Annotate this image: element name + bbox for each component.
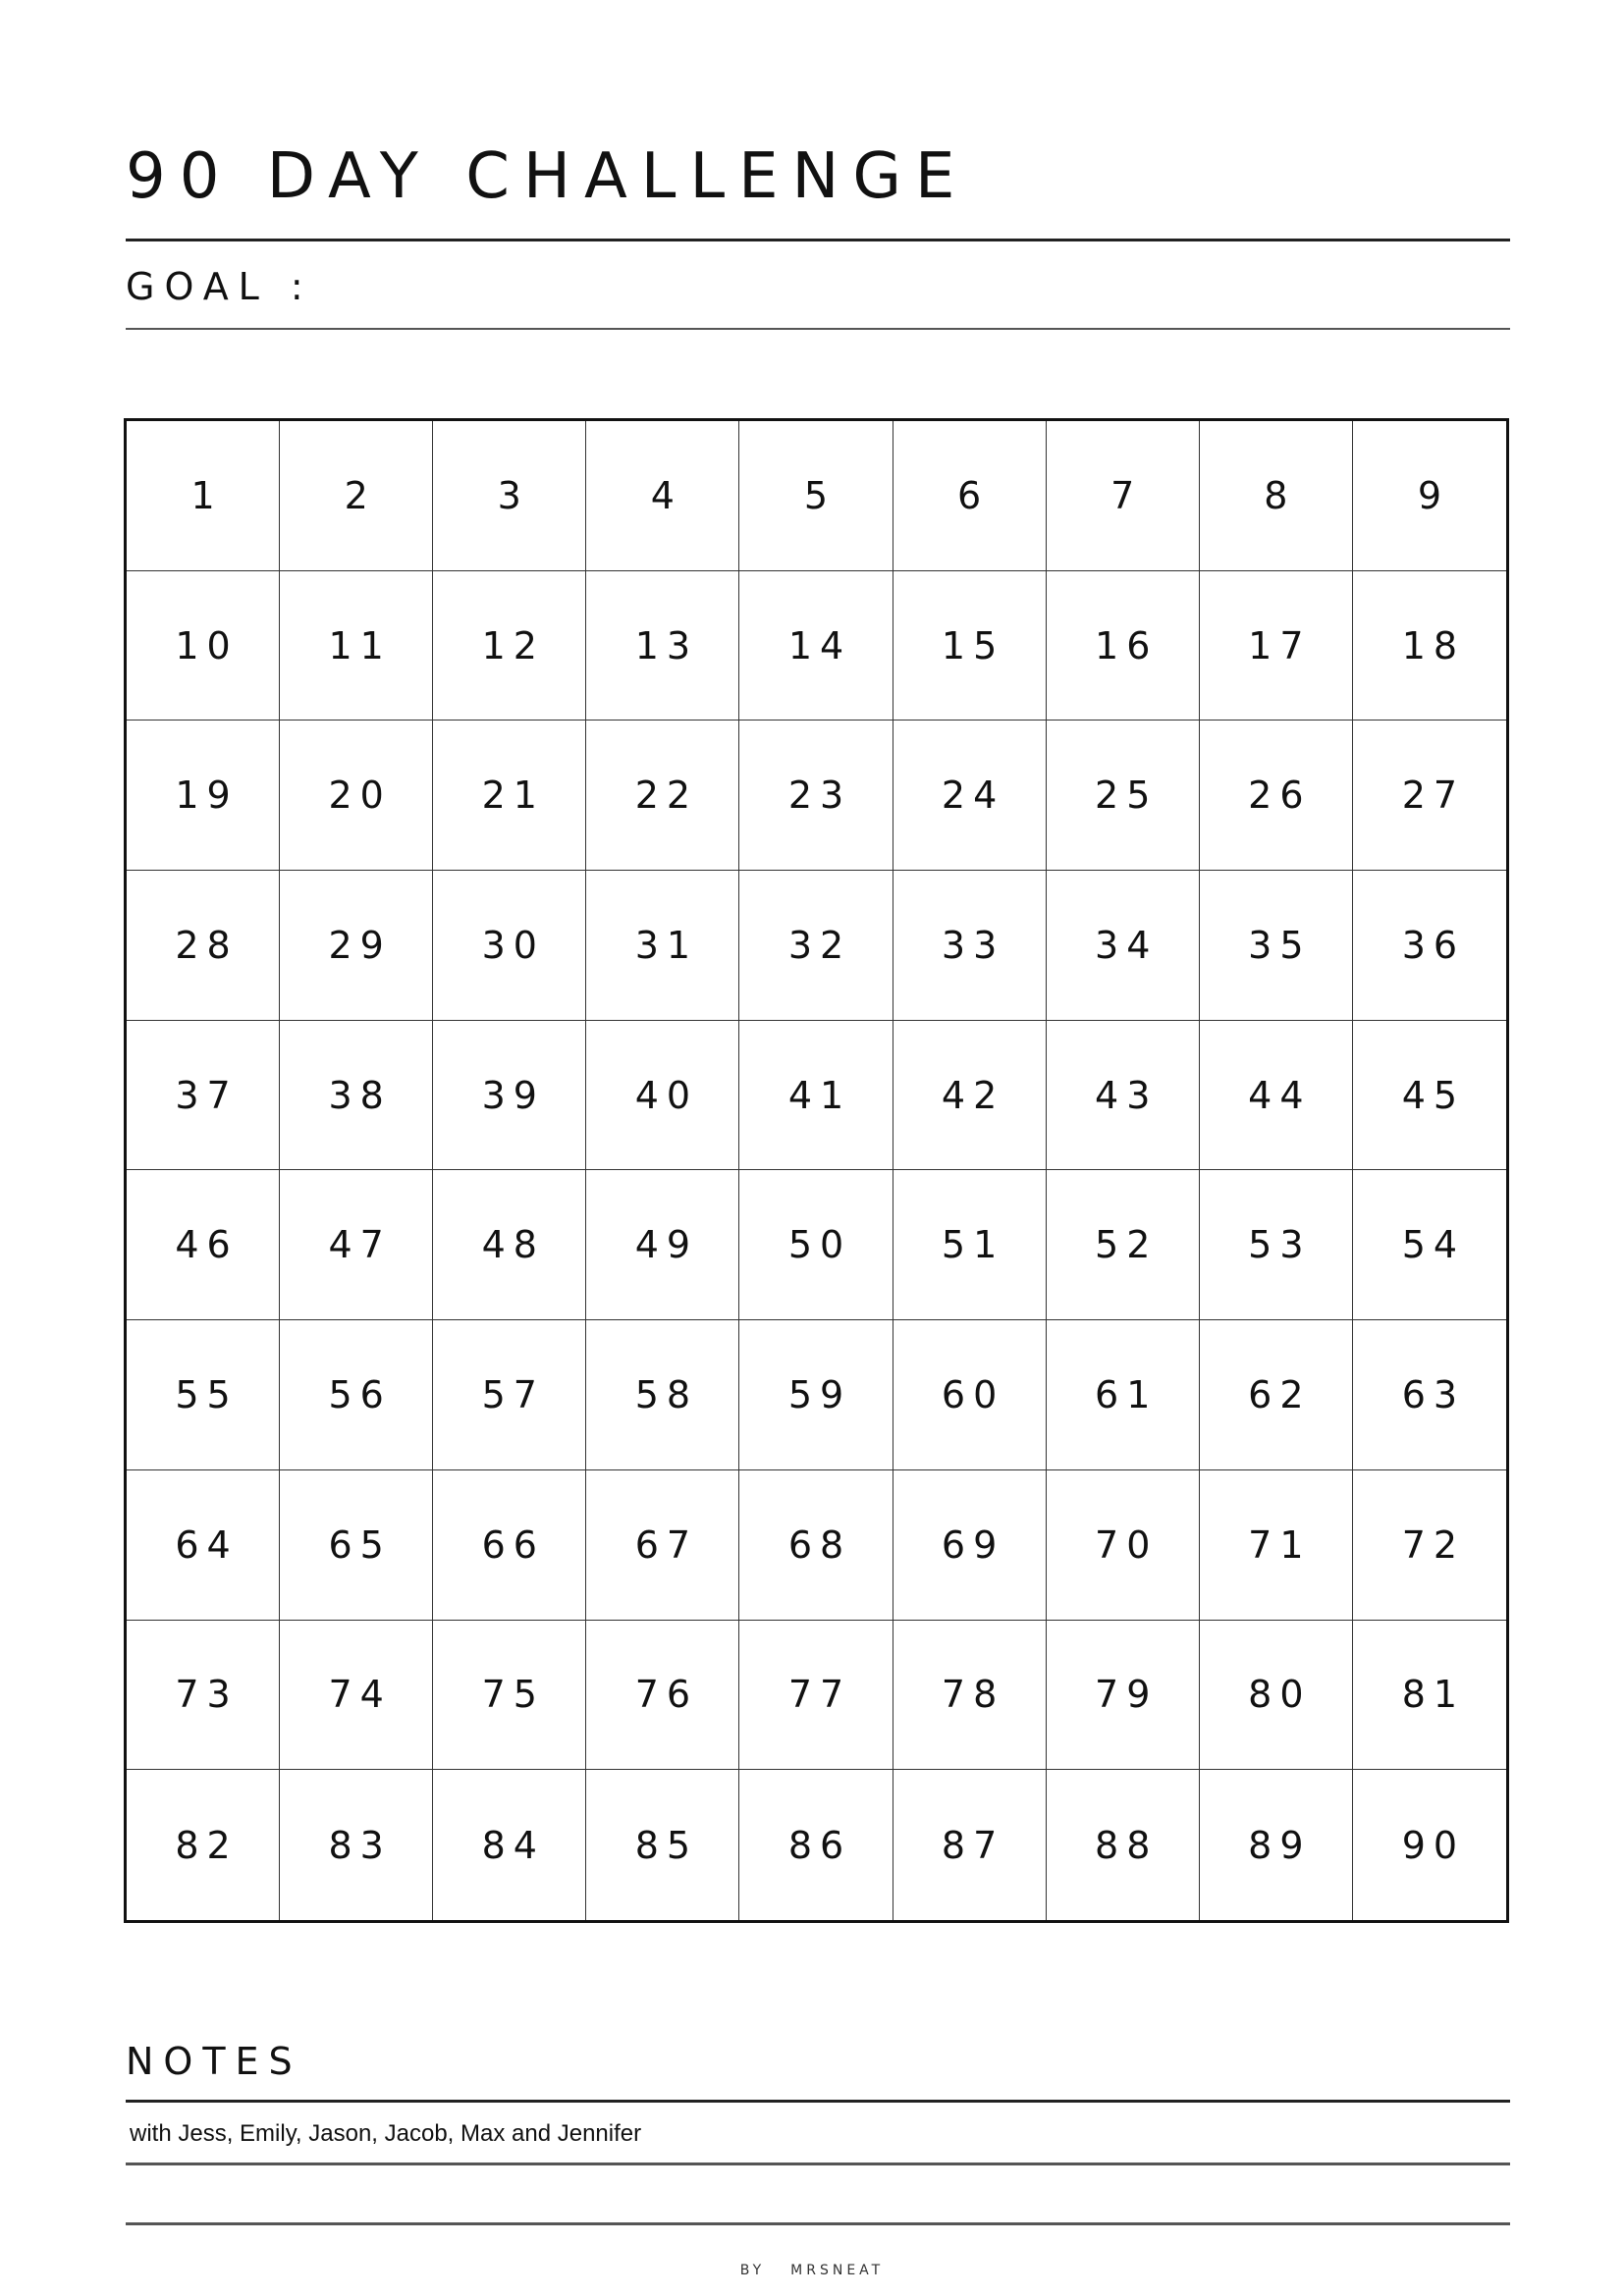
day-cell[interactable]: 44 (1200, 1021, 1353, 1171)
day-cell[interactable]: 17 (1200, 571, 1353, 721)
day-cell[interactable]: 47 (280, 1170, 433, 1320)
day-cell[interactable]: 27 (1353, 721, 1506, 871)
day-cell[interactable]: 35 (1200, 871, 1353, 1021)
day-cell[interactable]: 51 (893, 1170, 1047, 1320)
day-cell[interactable]: 20 (280, 721, 433, 871)
day-cell[interactable]: 54 (1353, 1170, 1506, 1320)
day-cell[interactable]: 76 (586, 1621, 739, 1771)
day-cell[interactable]: 41 (739, 1021, 893, 1171)
page-title: 90 DAY CHALLENGE (126, 140, 969, 213)
day-cell[interactable]: 64 (127, 1470, 280, 1621)
day-cell[interactable]: 25 (1047, 721, 1200, 871)
day-cell[interactable]: 65 (280, 1470, 433, 1621)
day-cell[interactable]: 73 (127, 1621, 280, 1771)
notes-text[interactable]: with Jess, Emily, Jason, Jacob, Max and Jennifer (130, 2120, 642, 2147)
day-cell[interactable]: 71 (1200, 1470, 1353, 1621)
day-cell[interactable]: 61 (1047, 1320, 1200, 1470)
day-cell[interactable]: 10 (127, 571, 280, 721)
day-cell[interactable]: 50 (739, 1170, 893, 1320)
day-cell[interactable]: 90 (1401, 1823, 1466, 1867)
day-cell[interactable]: 45 (1353, 1021, 1506, 1171)
day-cell[interactable]: 12 (433, 571, 586, 721)
day-cell[interactable]: 34 (1047, 871, 1200, 1021)
day-cell[interactable]: 18 (1353, 571, 1506, 721)
day-cell[interactable]: 67 (586, 1470, 739, 1621)
day-cell[interactable]: 72 (1353, 1470, 1506, 1621)
day-cell[interactable]: 28 (127, 871, 280, 1021)
day-cell[interactable]: 2 (280, 421, 433, 571)
day-cell[interactable]: 89 (1200, 1770, 1353, 1920)
day-cell[interactable]: 83 (280, 1770, 433, 1920)
day-cell[interactable]: 26 (1200, 721, 1353, 871)
notes-line-2 (126, 2222, 1510, 2225)
day-cell[interactable]: 22 (586, 721, 739, 871)
day-cell[interactable]: 86 (739, 1770, 893, 1920)
day-cell[interactable]: 31 (586, 871, 739, 1021)
footer-by: BY (739, 2263, 766, 2278)
day-cell[interactable]: 48 (433, 1170, 586, 1320)
day-cell[interactable]: 60 (893, 1320, 1047, 1470)
day-cell[interactable]: 4 (586, 421, 739, 571)
day-cell[interactable]: 16 (1047, 571, 1200, 721)
day-cell[interactable]: 58 (586, 1320, 739, 1470)
day-cell[interactable]: 1 (127, 421, 280, 571)
day-cell[interactable]: 80 (1200, 1621, 1353, 1771)
day-cell[interactable]: 37 (127, 1021, 280, 1171)
day-cell[interactable]: 21 (433, 721, 586, 871)
day-cell[interactable]: 19 (127, 721, 280, 871)
day-cell[interactable]: 74 (280, 1621, 433, 1771)
day-cell[interactable]: 39 (433, 1021, 586, 1171)
day-cell[interactable]: 30 (433, 871, 586, 1021)
day-cell[interactable]: 88 (1047, 1770, 1200, 1920)
day-cell[interactable]: 79 (1047, 1621, 1200, 1771)
day-cell[interactable]: 53 (1200, 1170, 1353, 1320)
day-cell[interactable]: 6 (893, 421, 1047, 571)
day-cell[interactable]: 24 (893, 721, 1047, 871)
day-cell[interactable]: 23 (739, 721, 893, 871)
day-cell[interactable]: 84 (433, 1770, 586, 1920)
goal-label: GOAL : (126, 265, 313, 308)
day-cell[interactable]: 40 (586, 1021, 739, 1171)
day-cell[interactable]: 68 (739, 1470, 893, 1621)
day-cell[interactable]: 46 (127, 1170, 280, 1320)
day-cell[interactable]: 63 (1353, 1320, 1506, 1470)
day-cell[interactable]: 29 (280, 871, 433, 1021)
day-cell[interactable]: 15 (893, 571, 1047, 721)
day-cell[interactable]: 70 (1047, 1470, 1200, 1621)
day-cell[interactable]: 43 (1047, 1021, 1200, 1171)
day-cell[interactable]: 52 (1047, 1170, 1200, 1320)
notes-divider (126, 2100, 1510, 2103)
footer-brand: MRSNEAT (790, 2263, 885, 2278)
day-cell[interactable]: 33 (893, 871, 1047, 1021)
day-cell[interactable]: 42 (893, 1021, 1047, 1171)
day-cell[interactable]: 9 (1353, 421, 1506, 571)
footer-credit (0, 2263, 1624, 2278)
day-cell[interactable]: 59 (739, 1320, 893, 1470)
day-cell[interactable]: 78 (893, 1621, 1047, 1771)
day-cell[interactable]: 87 (893, 1770, 1047, 1920)
notes-label: NOTES (126, 2040, 302, 2083)
day-cell[interactable]: 66 (433, 1470, 586, 1621)
day-cell[interactable]: 82 (127, 1770, 280, 1920)
day-cell[interactable]: 81 (1353, 1621, 1506, 1771)
goal-line (126, 328, 1510, 330)
notes-line-1 (126, 2163, 1510, 2165)
day-cell[interactable]: 55 (127, 1320, 280, 1470)
day-cell[interactable]: 5 (739, 421, 893, 571)
day-grid (124, 418, 1509, 1923)
day-cell[interactable]: 57 (433, 1320, 586, 1470)
day-cell[interactable]: 69 (893, 1470, 1047, 1621)
day-cell[interactable]: 49 (586, 1170, 739, 1320)
day-cell[interactable]: 8 (1200, 421, 1353, 571)
day-cell[interactable]: 62 (1200, 1320, 1353, 1470)
day-cell[interactable]: 13 (586, 571, 739, 721)
day-cell[interactable]: 11 (280, 571, 433, 721)
day-cell[interactable]: 14 (739, 571, 893, 721)
day-cell[interactable]: 36 (1353, 871, 1506, 1021)
day-cell[interactable]: 77 (739, 1621, 893, 1771)
title-divider (126, 239, 1510, 241)
day-cell[interactable]: 38 (280, 1021, 433, 1171)
day-cell[interactable]: 56 (280, 1320, 433, 1470)
day-cell[interactable]: 85 (586, 1770, 739, 1920)
day-cell[interactable]: 75 (433, 1621, 586, 1771)
day-cell[interactable]: 7 (1047, 421, 1200, 571)
day-cell[interactable]: 3 (433, 421, 586, 571)
day-cell[interactable]: 32 (739, 871, 893, 1021)
